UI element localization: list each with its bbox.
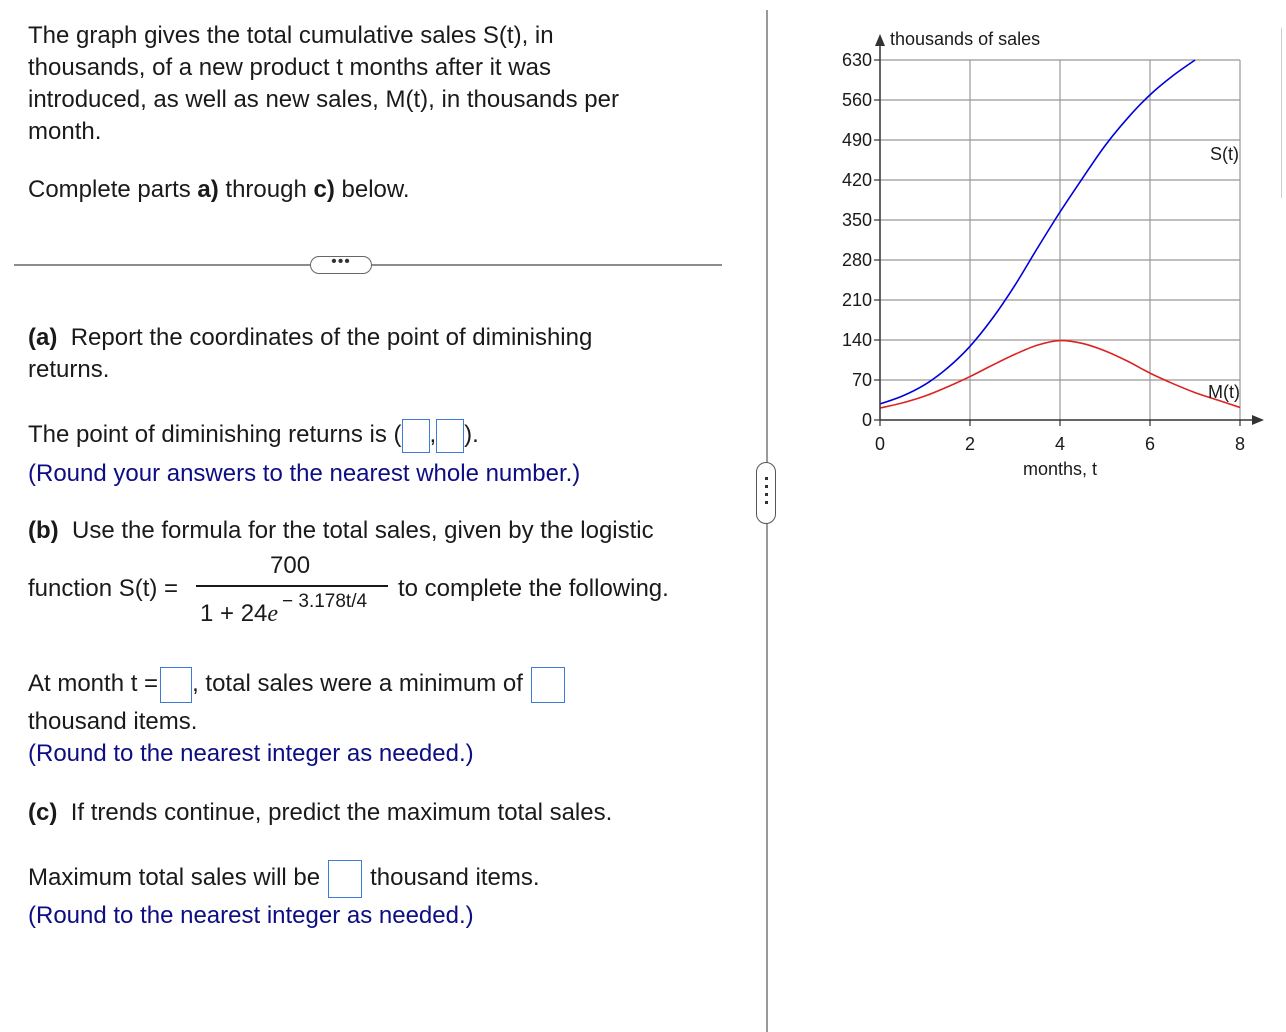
y-axis-arrow — [875, 34, 885, 46]
intro-line-3: introduced, as well as new sales, M(t), in thousands per — [28, 86, 619, 113]
fraction-bar — [196, 585, 388, 587]
part-b-answer-suffix: thousand items. — [28, 708, 198, 735]
diminishing-x-input[interactable] — [402, 419, 430, 453]
maximum-sales-input[interactable] — [328, 860, 362, 898]
part-a-hint: (Round your answers to the nearest whole number.) — [28, 460, 581, 487]
right-scroll-edge — [1281, 28, 1286, 198]
x-axis-label: months, t — [1022, 459, 1098, 479]
part-b-hint: (Round to the nearest integer as needed.) — [28, 740, 474, 767]
part-c-question: (c) If trends continue, predict the maximum total sales. — [28, 799, 613, 826]
intro-line-4: month. — [28, 118, 102, 145]
part-c-answer-row: Maximum total sales will be thousand items. — [28, 858, 540, 898]
x-tick-label: 4 — [1054, 434, 1066, 454]
function-label: function S(t) = — [28, 575, 179, 602]
y-tick-label: 0 — [861, 410, 872, 430]
function-suffix: to complete the following. — [398, 575, 669, 602]
y-tick-label: 490 — [841, 130, 872, 150]
y-tick-label: 560 — [841, 90, 872, 110]
part-a-question-line-2: returns. — [28, 356, 110, 383]
y-tick-label: 210 — [841, 290, 872, 310]
y-tick-label: 630 — [841, 50, 872, 70]
x-axis-arrow — [1252, 415, 1264, 425]
x-tick-label: 6 — [1144, 434, 1156, 454]
y-tick-label: 280 — [841, 250, 872, 270]
series-label-s: S(t) — [1210, 144, 1239, 164]
intro-line-1: The graph gives the total cumulative sales S(t), in — [28, 22, 554, 49]
intro-line-2: thousands, of a new product t months after it was — [28, 54, 551, 81]
series-label-m: M(t) — [1208, 382, 1240, 402]
y-tick-label: 420 — [841, 170, 872, 190]
part-b-answer-row: At month t = , total sales were a minimum of — [28, 664, 565, 704]
chart-axes — [842, 34, 1264, 454]
y-tick-label: 350 — [841, 210, 872, 230]
fraction-exponent: − 3.178t/4 — [282, 591, 368, 612]
minimum-sales-input[interactable] — [531, 667, 565, 703]
complete-instruction: Complete parts a) through c) below. — [28, 176, 410, 203]
series-line-s — [880, 60, 1195, 404]
part-b-question-line-1: (b) Use the formula for the total sales, given by the logistic — [28, 517, 654, 544]
fraction-denominator: 1 + 24e — [200, 600, 279, 627]
part-a-question-line-1: (a) Report the coordinates of the point of diminishing — [28, 324, 593, 351]
x-tick-label: 8 — [1234, 434, 1246, 454]
month-t-input[interactable] — [160, 667, 192, 703]
y-tick-label: 140 — [841, 330, 872, 350]
y-axis-label: thousands of sales — [890, 29, 1041, 49]
part-a-answer-row: The point of diminishing returns is ( , ). — [28, 416, 479, 454]
diminishing-y-input[interactable] — [436, 419, 464, 453]
fraction-numerator: 700 — [270, 552, 311, 579]
more-button[interactable]: ••• — [310, 256, 372, 274]
panel-splitter-handle[interactable] — [756, 462, 776, 524]
x-tick-label: 2 — [964, 434, 976, 454]
part-c-hint: (Round to the nearest integer as needed.) — [28, 902, 474, 929]
chart-grid — [880, 60, 1240, 420]
y-tick-label: 70 — [851, 370, 872, 390]
x-tick-label: 0 — [874, 434, 886, 454]
sales-chart — [820, 20, 1280, 490]
